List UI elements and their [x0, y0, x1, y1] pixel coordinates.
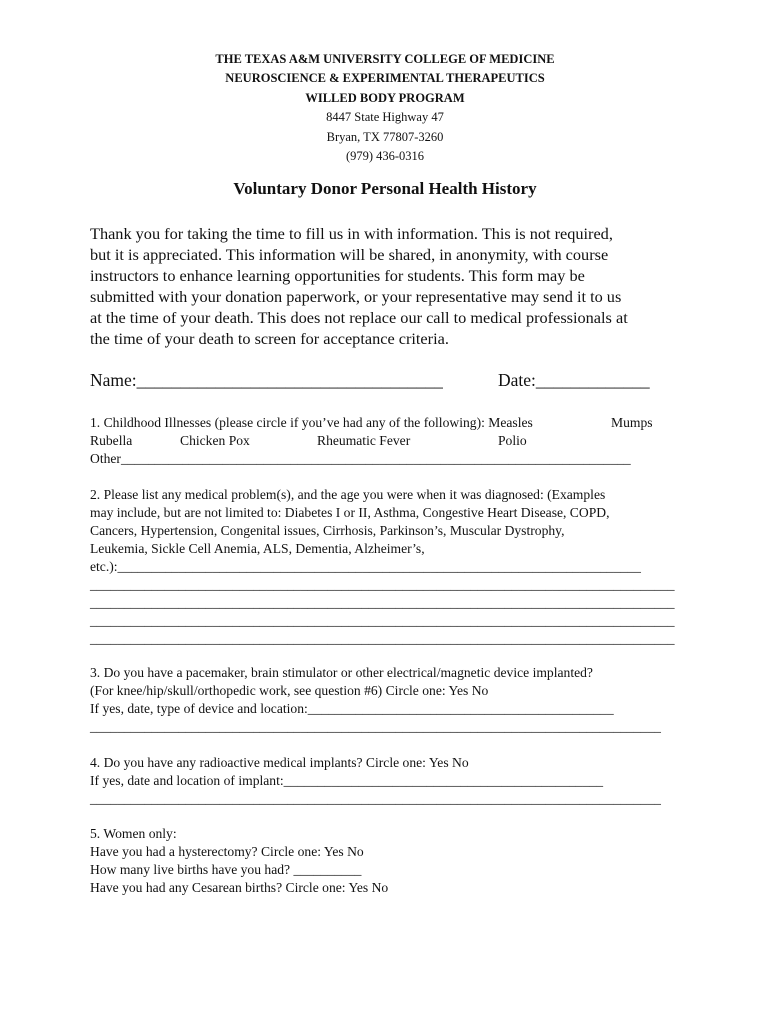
- q2-answer-line[interactable]: ______________________________________________________________________________________: [90, 595, 675, 610]
- date-field[interactable]: Date:_____________: [498, 370, 650, 390]
- department-name: NEUROSCIENCE & EXPERIMENTAL THERAPEUTICS: [225, 71, 545, 86]
- q3-answer-line[interactable]: If yes, date, type of device and location:_____________________________________________: [90, 701, 614, 716]
- intro-line: submitted with your donation paperwork, or your representative may send it to us: [90, 287, 622, 306]
- q4-answer-line[interactable]: If yes, date and location of implant:_______________________________________________: [90, 773, 604, 788]
- phone-number: (979) 436-0316: [345, 149, 425, 164]
- question-3: [90, 664, 690, 736]
- option-rubella[interactable]: Rubella: [90, 433, 133, 448]
- q2-answer-line[interactable]: ______________________________________________________________________________________: [90, 577, 675, 592]
- q3-line: 3. Do you have a pacemaker, brain stimulator or other electrical/magnetic device implanted?: [90, 665, 593, 680]
- form-title: Voluntary Donor Personal Health History: [233, 179, 537, 198]
- q4-line: 4. Do you have any radioactive medical implants? Circle one: Yes No: [90, 755, 469, 770]
- intro-line: instructors to enhance learning opportunities for students. This form may be: [90, 266, 585, 285]
- q1-other-field[interactable]: Other___________________________________________________________________________: [90, 451, 631, 466]
- option-chicken-pox[interactable]: Chicken Pox: [180, 433, 250, 448]
- q5-line: Have you had a hysterectomy? Circle one: Yes No: [90, 844, 364, 859]
- question-4: [90, 754, 690, 808]
- option-mumps[interactable]: Mumps: [611, 415, 653, 430]
- q2-line: 2. Please list any medical problem(s), and the age you were when it was diagnosed: (Examples: [90, 487, 606, 502]
- program-name: WILLED BODY PROGRAM: [305, 90, 465, 105]
- q4-answer-line[interactable]: ____________________________________________________________________________________: [90, 791, 661, 806]
- letterhead: [0, 50, 770, 166]
- option-polio[interactable]: Polio: [498, 433, 527, 448]
- q3-answer-line[interactable]: ____________________________________________________________________________________: [90, 719, 661, 734]
- intro-paragraph: [90, 223, 690, 349]
- q5-line: How many live births have you had? __________: [90, 862, 362, 877]
- q2-answer-line[interactable]: ______________________________________________________________________________________: [90, 613, 675, 628]
- intro-line: at the time of your death. This does not replace our call to medical professionals at: [90, 308, 628, 327]
- q5-line: 5. Women only:: [90, 826, 177, 841]
- street-address: 8447 State Highway 47: [326, 110, 444, 125]
- q2-answer-line[interactable]: etc.):_____________________________________________________________________________: [90, 559, 641, 574]
- q2-line: Leukemia, Sickle Cell Anemia, ALS, Dementia, Alzheimer’s,: [90, 541, 425, 556]
- city-address: Bryan, TX 77807-3260: [326, 129, 444, 144]
- question-1: [90, 414, 690, 468]
- intro-line: Thank you for taking the time to fill us in with information. This is not required,: [90, 224, 613, 243]
- q1-text: 1. Childhood Illnesses (please circle if you’ve had any of the following): Measles: [90, 415, 533, 430]
- q5-line: Have you had any Cesarean births? Circle one: Yes No: [90, 880, 389, 895]
- institution-name: THE TEXAS A&M UNIVERSITY COLLEGE OF MEDICINE: [215, 52, 555, 66]
- option-rheumatic-fever[interactable]: Rheumatic Fever: [317, 433, 411, 448]
- q3-line: (For knee/hip/skull/orthopedic work, see question #6) Circle one: Yes No: [90, 683, 489, 698]
- question-2: [90, 486, 690, 648]
- question-5: [90, 825, 690, 897]
- intro-line: but it is appreciated. This information will be shared, in anonymity, with course: [90, 245, 609, 264]
- intro-line: the time of your death to screen for acceptance criteria.: [90, 329, 449, 348]
- name-date-row: [90, 370, 690, 391]
- q2-line: may include, but are not limited to: Diabetes I or II, Asthma, Congestive Heart Disease, COPD,: [90, 505, 610, 520]
- q2-answer-line[interactable]: ______________________________________________________________________________________: [90, 631, 675, 646]
- q2-line: Cancers, Hypertension, Congenital issues, Cirrhosis, Parkinson’s, Muscular Dystrophy,: [90, 523, 565, 538]
- name-field[interactable]: Name:___________________________________: [90, 370, 443, 390]
